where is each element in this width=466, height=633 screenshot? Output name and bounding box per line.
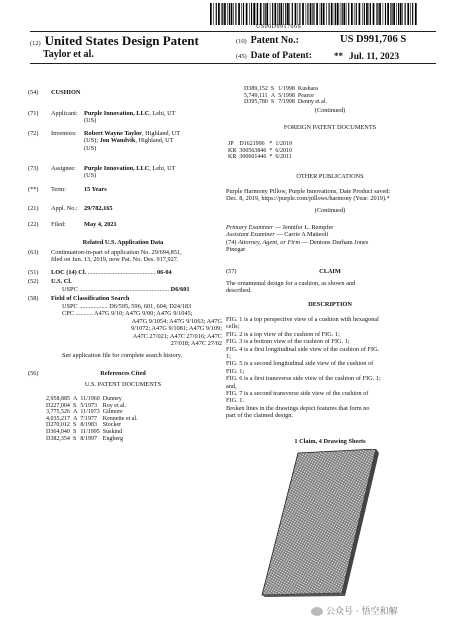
applicant-value: Purple Innovation, LLC, Lehi, UT (US): [84, 110, 176, 125]
us-doc-row-date: 11/1973: [80, 409, 100, 416]
description-text: [226, 316, 434, 420]
us-doc-row-no: 4,035,217: [46, 415, 70, 422]
us-doc-row-date: 7/1998: [278, 99, 295, 106]
us-doc-row-name: Denny et al.: [297, 99, 328, 106]
us-doc-row: [46, 436, 141, 443]
description-line: FIG. 7 is a second transverse side view of the cushion of: [226, 390, 369, 398]
ref-code: (56): [28, 370, 39, 377]
us-doc-row-kind: S: [73, 428, 77, 435]
description-line: FIG. 1 is a top perspective view of a cushion with hexagonal: [226, 316, 379, 323]
us-docs-heading: U.S. PATENT DOCUMENTS: [84, 381, 162, 388]
claim-heading: CLAIM: [319, 268, 341, 275]
other-heading: OTHER PUBLICATIONS: [296, 173, 364, 180]
filed-label: Filed:: [51, 221, 66, 228]
us-doc-row-name: Dunney: [102, 396, 122, 402]
us-doc-row-kind: A: [73, 396, 78, 402]
description-line: FIG. 3 is a bottom view of the cushion of FIG. 1;: [226, 338, 350, 346]
filed-value: May 4, 2021: [84, 221, 117, 228]
us-doc-row: [46, 403, 141, 410]
inventor-line: Taylor et al.: [43, 49, 94, 60]
us-doc-row-kind: S: [270, 86, 275, 92]
field-label: Field of Classification Search: [51, 295, 130, 302]
us-doc-row-date: 11/1960: [80, 396, 100, 402]
continued-1: (Continued): [314, 107, 346, 114]
us-doc-row-date: 5/1973: [80, 402, 98, 409]
us-doc-row: [244, 99, 330, 106]
description-line: FIG. 1;: [226, 367, 245, 375]
us-doc-row: [244, 86, 330, 93]
applicant-label: Applicant:: [51, 110, 78, 117]
claim-code: (57): [226, 268, 237, 275]
us-doc-row-name: Engberg: [102, 435, 124, 442]
description-line: cells;: [226, 323, 240, 331]
appl-value: 29/782,165: [84, 205, 113, 212]
inventors-label: Inventors:: [51, 130, 77, 137]
assignee-code: (73): [28, 165, 39, 172]
title-code: (54): [28, 89, 39, 96]
us-doc-row-date: 11/1995: [80, 428, 100, 435]
term-label: Term:: [51, 186, 66, 193]
foreign-doc-row-no: 300601446: [239, 154, 267, 161]
inventors-value: Robert Wayne Taylor, Highland, UT (US); Jon Wandvik, Highland, UT (US): [84, 130, 181, 152]
patent-type-title: (12) United States Design Patent: [30, 33, 199, 48]
other-publication: Purple Harmony Pillow, Purple Innovations, Date Product saved: Dec. 8, 2019, https://purple.com/pillows/harmony (Year: 2019).*: [226, 188, 391, 203]
description-line: FIG. 4 is a first longitudinal side view of the cushion of FIG.: [226, 345, 380, 353]
us-doc-row-kind: A: [270, 92, 276, 99]
field-code: (58): [28, 295, 39, 302]
us-doc-row-no: 2,958,885: [46, 396, 70, 402]
assignee-value: Purple Innovation, LLC, Lehi, UT (US): [84, 165, 176, 180]
uspc-line: USPC ......................................................... D6/601: [62, 286, 190, 293]
foreign-doc-row-cc: JP: [228, 141, 234, 147]
field-see-note: See application file for complete search history.: [62, 352, 183, 359]
us-doc-row-name: Roy et al.: [102, 402, 126, 409]
date-label: (45) Date of Patent:: [236, 51, 312, 61]
foreign-doc-row-date: 6/2011: [275, 154, 292, 161]
field-search-lines: USPC .................. D6/595, 596, 601, 604; D24/183 CPC ........... A47G 9/10; A47G 9/00; A47G 9/1045; A47G 9/1054; A47G 9/1063; A47G 9/1072; A47G 9/1081; A47G 9/109; A47C 27/021; A47C 27/016; A47C 27/018; A47C 27/02: [62, 303, 222, 348]
us-doc-row: [46, 429, 141, 436]
us-doc-row-no: D270,012: [46, 422, 70, 429]
patent-no-value: US D991,706 S: [340, 34, 407, 45]
us-doc-row-name: Pearce: [297, 92, 314, 99]
us-doc-row-no: D389,152: [244, 86, 268, 92]
foreign-doc-row-date: 6/2010: [275, 147, 293, 154]
description-line: 1;: [226, 353, 231, 361]
uscl-label: U.S. Cl.: [51, 278, 72, 285]
description-line: part of the claimed design.: [226, 412, 293, 420]
us-doc-row-no: 3,775,526: [46, 409, 70, 416]
us-doc-row: [46, 409, 141, 416]
foreign-doc-row: [228, 154, 295, 161]
uscl-code: (52): [28, 278, 39, 285]
term-value: 15 Years: [84, 186, 107, 193]
us-doc-row: [46, 416, 141, 423]
filed-code: (22): [28, 221, 39, 228]
us-doc-row-no: 5,749,111: [244, 92, 268, 99]
description-line: Broken lines in the drawings depict features that form no: [226, 404, 370, 412]
claim-text: The ornamental design for a cushion, as shown and described.: [226, 280, 356, 295]
us-doc-row-date: 8/1983: [80, 422, 98, 429]
us-doc-row-no: D395,780: [244, 99, 268, 106]
appl-label: Appl. No.:: [51, 205, 78, 212]
description-heading: DESCRIPTION: [308, 301, 352, 308]
us-doc-row-date: 1/1998: [278, 86, 295, 92]
barcode: [210, 3, 420, 25]
description-line: and,: [226, 382, 237, 390]
foreign-doc-row-star: *: [269, 147, 273, 154]
continuation-text: Continuation-in-part of application No. 29/694,851, filed on Jun. 13, 2019, now Pat. No. Des. 917,927.: [51, 249, 182, 264]
us-doc-row-kind: A: [73, 409, 78, 416]
barcode-number: US00D991706S: [256, 24, 302, 30]
us-doc-row-kind: A: [73, 415, 78, 422]
related-heading: Related U.S. Application Data: [82, 239, 164, 246]
us-doc-row-date: 8/1997: [80, 435, 98, 442]
wechat-icon: [311, 607, 323, 616]
us-doc-row-kind: S: [73, 422, 77, 429]
cushion-drawing: [258, 449, 382, 597]
foreign-heading: FOREIGN PATENT DOCUMENTS: [283, 124, 377, 131]
loc-code: (51): [28, 269, 39, 276]
us-doc-row-date: 7/1977: [80, 415, 98, 422]
header-top-rule: [30, 31, 436, 32]
us-docs-cont-table: [244, 86, 330, 106]
foreign-doc-row-date: 1/2019: [275, 141, 293, 147]
us-doc-row-name: Suskind: [102, 428, 123, 435]
foreign-doc-row-cc: KR: [228, 154, 237, 161]
term-code: (**): [28, 186, 39, 193]
us-doc-row: [244, 93, 330, 100]
us-doc-row-name: Stocker: [102, 422, 122, 429]
date-value: ** Jul. 11, 2023: [334, 51, 400, 62]
foreign-doc-row: [228, 141, 295, 148]
title: CUSHION: [51, 89, 81, 96]
us-doc-row: [46, 396, 141, 403]
cont-code: (63): [28, 249, 39, 256]
us-doc-row: [46, 422, 141, 429]
patent-no-label: (10) Patent No.:: [236, 35, 299, 46]
assignee-label: Assignee:: [51, 165, 76, 172]
applicant-code: (71): [28, 110, 39, 117]
foreign-doc-row-no: D1621996: [239, 141, 265, 147]
us-doc-row-no: D364,040: [46, 428, 70, 435]
us-doc-row-no: D227,004: [46, 402, 70, 409]
foreign-doc-row: [228, 148, 295, 155]
us-doc-row-kind: S: [270, 99, 275, 106]
us-doc-row-name: Kennette et al.: [102, 415, 138, 422]
inventors-code: (72): [28, 130, 39, 137]
us-doc-row-name: Kushara: [297, 86, 318, 92]
foreign-docs-table: [228, 141, 295, 161]
continued-2: (Continued): [314, 207, 346, 214]
foreign-doc-row-no: 300563846: [239, 147, 267, 154]
us-doc-row-kind: S: [73, 435, 77, 442]
description-line: FIG. 1.: [226, 397, 245, 405]
foreign-doc-row-star: *: [269, 154, 273, 161]
us-doc-row-kind: S: [73, 402, 77, 409]
foreign-doc-row-star: *: [269, 141, 273, 147]
description-line: FIG. 2 is a top view of the cushion of FIG. 1;: [226, 330, 340, 338]
examiners: Primary Examiner — Jennifer L. Rempfer Assistant Examiner — Carrie A Matteoli (74) Attorney, Agent, or Firm — Dentons Durham Jones Pinegar: [226, 224, 369, 254]
claims-footer: 1 Claim, 4 Drawing Sheets: [294, 438, 366, 445]
header-bottom-rule: [30, 63, 436, 64]
description-line: FIG. 6 is a first transverse side view of the cushion of FIG. 1;: [226, 375, 381, 383]
references-heading: References Cited: [100, 370, 146, 377]
us-docs-table: [46, 396, 141, 442]
watermark: 公众号 · 悟空和解: [311, 604, 398, 617]
us-doc-row-name: Gilmore: [102, 409, 123, 416]
foreign-doc-row-cc: KR: [228, 147, 237, 154]
us-doc-row-date: 5/1998: [278, 92, 295, 99]
description-line: FIG. 5 is a second longitudinal side view of the cushion of: [226, 360, 374, 368]
us-doc-row-no: D382,354: [46, 435, 70, 442]
appl-code: (21): [28, 205, 39, 212]
loc-class: LOC (14) Cl. ........................................... 06-04: [51, 269, 172, 276]
